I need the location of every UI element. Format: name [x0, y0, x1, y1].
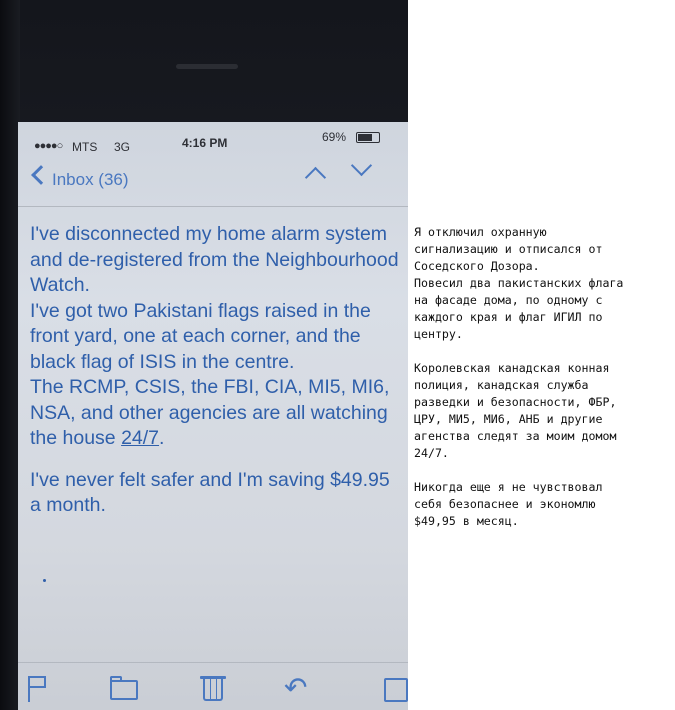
earpiece-speaker	[176, 64, 238, 69]
status-time: 4:16 PM	[182, 136, 228, 150]
status-bar	[18, 122, 408, 156]
chevron-down-icon[interactable]	[351, 155, 372, 176]
trash-body	[203, 679, 223, 701]
translation-paragraph: Никогда еще я не чувствовал себя безопаснее и экономлю $49,95 в месяц.	[414, 480, 603, 528]
text-speck	[43, 579, 46, 582]
compose-shape	[384, 678, 408, 702]
russian-translation	[414, 224, 670, 530]
divider	[18, 662, 408, 663]
network-type: 3G	[114, 140, 131, 154]
message-text: The RCMP, CSIS, the FBI, CIA, MI5, MI6, NSA, and other agencies are all watching the house	[30, 376, 390, 449]
divider	[18, 206, 408, 207]
folder-tab	[110, 676, 122, 682]
detected-link[interactable]: 24/7	[121, 427, 160, 449]
mail-nav-bar	[18, 160, 408, 204]
folder-shape	[110, 680, 138, 700]
mail-toolbar	[18, 662, 408, 710]
carrier-name: MTS	[72, 140, 98, 154]
signal-strength-icon: ●●●●○	[34, 140, 63, 152]
battery-percent: 69%	[322, 130, 347, 144]
phone-screen	[18, 122, 408, 710]
message-text: .	[159, 427, 165, 449]
battery-fill	[358, 134, 372, 141]
message-paragraph: I've disconnected my home alarm system and de-registered from the Neighbourhood Watch.	[30, 223, 399, 296]
chevron-up-icon[interactable]	[305, 167, 326, 188]
reply-icon[interactable]: ↶	[284, 672, 308, 703]
translation-paragraph: Королевская канадская конная полиция, канадская служба разведки и безопасности, ФБР, ЦРУ, МИ5, МИ6, АНБ и другие агенства следят за моим домом 24/7.	[414, 361, 617, 460]
chevron-left-icon	[31, 165, 51, 185]
flag-icon[interactable]	[28, 676, 48, 704]
battery-icon	[356, 132, 380, 143]
trash-icon[interactable]	[200, 676, 226, 701]
phone-bezel	[0, 0, 20, 710]
folder-icon[interactable]	[110, 680, 138, 700]
message-body	[30, 222, 402, 519]
message-paragraph: I've got two Pakistani flags raised in the front yard, one at each corner, and the black flag of ISIS in the centre.	[30, 299, 371, 373]
translation-paragraph: Я отключил охранную сигнализацию и отписался от Соседского Дозора. Повесил два пакистанских флага на фасаде дома, по одному с каждого края и флаг ИГИЛ по центру.	[414, 225, 624, 341]
back-button-label: Inbox (36)	[52, 170, 129, 189]
message-paragraph	[30, 375, 402, 452]
message-paragraph: I've never felt safer and I'm saving $49.95 a month.	[30, 468, 390, 516]
flag-cloth	[30, 676, 46, 688]
compose-icon[interactable]	[384, 678, 408, 702]
